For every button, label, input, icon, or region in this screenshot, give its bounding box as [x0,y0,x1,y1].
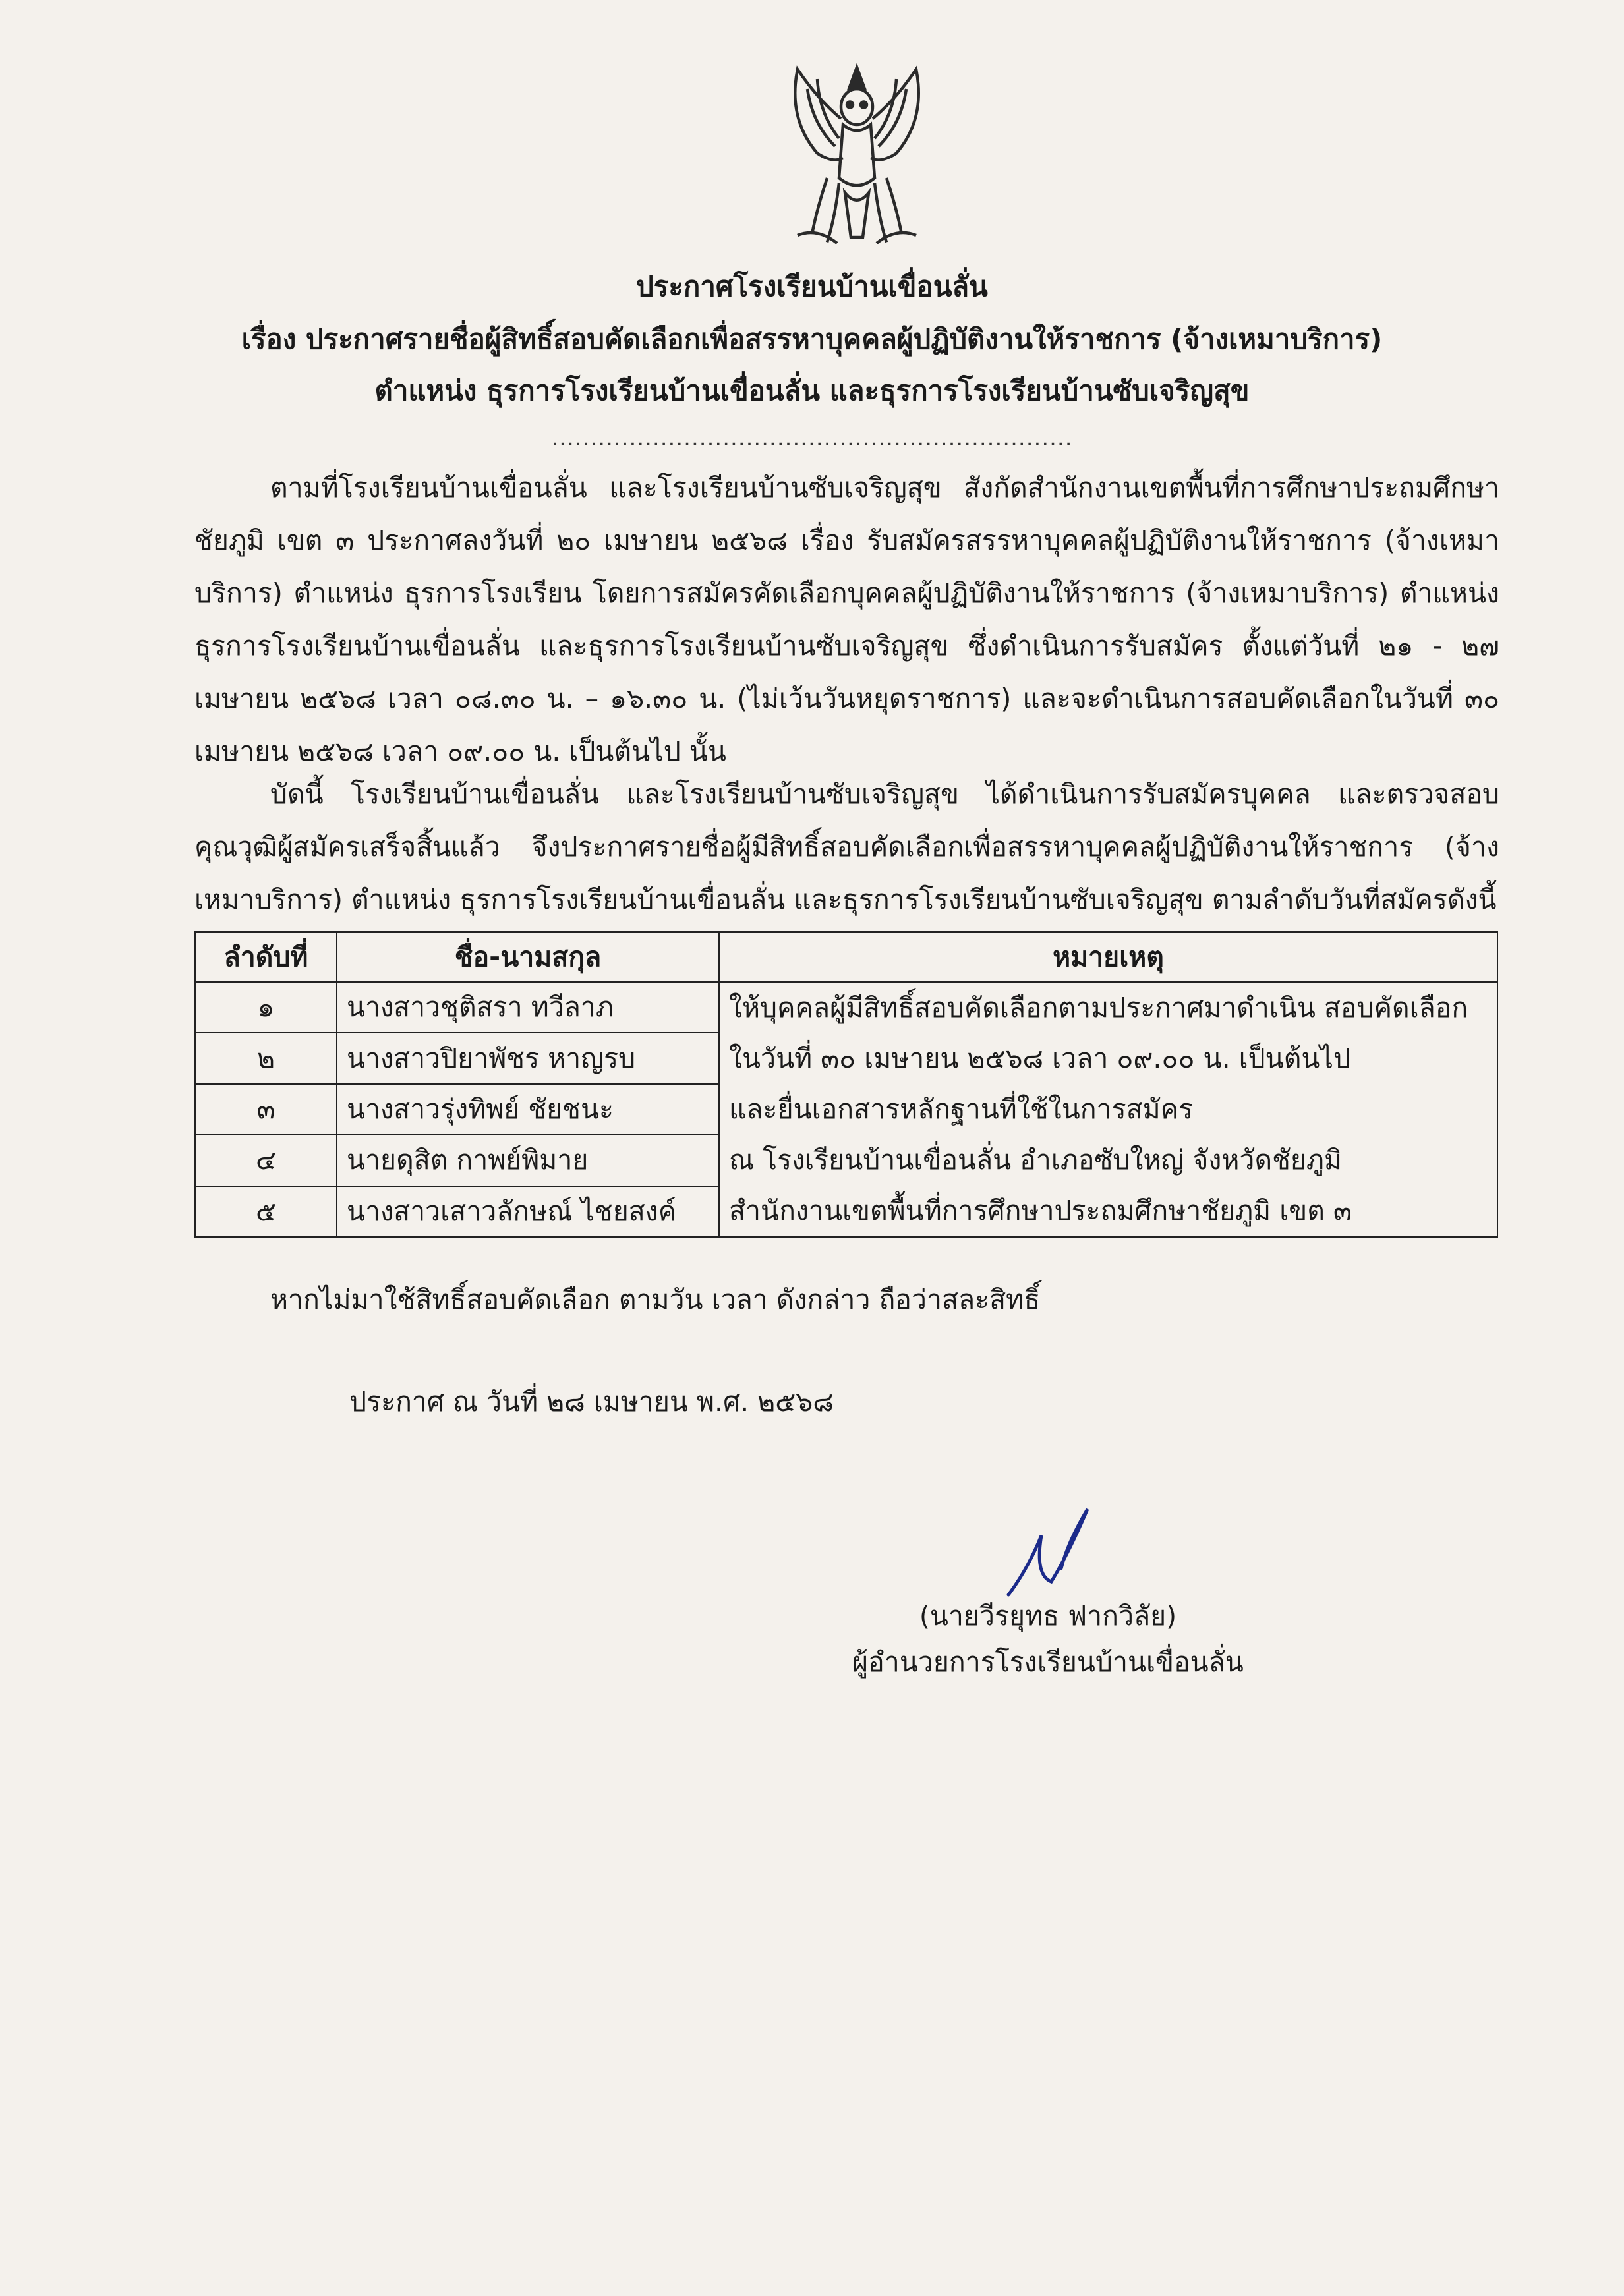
table-row [195,982,1497,1033]
row-number: ๒ [195,1033,337,1083]
row-name: นางสาวรุ่งทิพย์ ชัยชนะ [337,1084,719,1135]
row-name: นางสาวเสาวลักษณ์ ไชยสงค์ [337,1186,719,1237]
header-remark: หมายเหตุ [719,932,1497,982]
garuda-emblem-icon [758,59,956,257]
row-number: ๕ [195,1186,337,1237]
remark-line: สำนักงานเขตพื้นที่การศึกษาประถมศึกษาชัยภูมิ เขต ๓ [729,1195,1352,1226]
row-number: ๓ [195,1084,337,1135]
signer-title: ผู้อำนวยการโรงเรียนบ้านเขื่อนลั่น [852,1646,1244,1678]
remark-line: ในวันที่ ๓๐ เมษายน ๒๕๖๘ เวลา ๐๙.๐๐ น. เป็นต้นไป [729,1043,1350,1074]
row-name: นางสาวปิยาพัชร หาญรบ [337,1033,719,1083]
body-paragraph-2: บัดนี้ โรงเรียนบ้านเขื่อนลั่น และโรงเรียนบ้านซับเจริญสุข ได้ดำเนินการรับสมัครบุคคล และตรวจสอบคุณวุฒิผู้สมัครเสร็จสิ้นแล้ว จึงประกาศรายชื่อผู้มีสิทธิ์สอบคัดเลือกเพื่อสรรหาบุคคลผู้ปฏิบัติงานให้ราชการ (จ้างเหมาบริการ) ตำแหน่ง ธุรการโรงเรียนบ้านเขื่อนลั่น และธุรการโรงเรียนบ้านซับเจริญสุข ตามลำดับวันที่สมัครดังนี้ [194,778,1499,915]
candidate-table [194,931,1498,1238]
announcement-subject: เรื่อง ประกาศรายชื่อผู้สิทธิ์สอบคัดเลือกเพื่อสรรหาบุคคลผู้ปฏิบัติงานให้ราชการ (จ้างเหมาบริการ) [241,323,1383,355]
signer-name: (นายวีรยุทธ ฟากวิลัย) [919,1600,1177,1632]
announcement-date: ประกาศ ณ วันที่ ๒๘ เมษายน พ.ศ. ๒๕๖๘ [349,1386,834,1418]
announcement-title: ประกาศโรงเรียนบ้านเขื่อนลั่น [636,270,988,302]
dotted-separator: ................................................................... [551,425,1073,451]
remark-line: ให้บุคคลผู้มีสิทธิ์สอบคัดเลือกตามประกาศมาดำเนิน สอบคัดเลือก [729,992,1468,1023]
header-name: ชื่อ-นามสกุล [337,932,719,982]
row-name: นางสาวชุติสรา ทวีลาภ [337,982,719,1033]
remark-line: ณ โรงเรียนบ้านเขื่อนลั่น อำเภอซับใหญ่ จังหวัดชัยภูมิ [729,1144,1342,1176]
announcement-position: ตำแหน่ง ธุรการโรงเรียนบ้านเขื่อนลั่น และธุรการโรงเรียนบ้านซับเจริญสุข [374,374,1250,407]
closing-statement: หากไม่มาใช้สิทธิ์สอบคัดเลือก ตามวัน เวลา ดังกล่าว ถือว่าสละสิทธิ์ [270,1284,1041,1315]
table-header-row [195,932,1497,982]
body-paragraph-1: ตามที่โรงเรียนบ้านเขื่อนลั่น และโรงเรียนบ้านซับเจริญสุข สังกัดสำนักงานเขตพื้นที่การศึกษาประถมศึกษาชัยภูมิ เขต ๓ ประกาศลงวันที่ ๒๐ เมษายน ๒๕๖๘ เรื่อง รับสมัครสรรหาบุคคลผู้ปฏิบัติงานให้ราชการ (จ้างเหมาบริการ) ตำแหน่ง ธุรการโรงเรียน โดยการสมัครคัดเลือกบุคคลผู้ปฏิบัติงานให้ราชการ (จ้างเหมาบริการ) ตำแหน่ง ธุรการโรงเรียนบ้านเขื่อนลั่น และธุรการโรงเรียนบ้านซับเจริญสุข ซึ่งดำเนินการรับสมัคร ตั้งแต่วันที่ ๒๑ - ๒๗ เมษายน ๒๕๖๘ เวลา ๐๘.๓๐ น. – ๑๖.๓๐ น. (ไม่เว้นวันหยุดราชการ) และจะดำเนินการสอบคัดเลือกในวันที่ ๓๐ เมษายน ๒๕๖๘ เวลา ๐๙.๐๐ น. เป็นต้นไป นั้น [194,472,1499,767]
row-number: ๔ [195,1135,337,1186]
row-number: ๑ [195,982,337,1033]
remark-cell [719,982,1497,1237]
row-name: นายดุสิต กาพย์พิมาย [337,1135,719,1186]
signature-icon [989,1496,1120,1608]
header-order: ลำดับที่ [195,932,337,982]
remark-line: และยื่นเอกสารหลักฐานที่ใช้ในการสมัคร [729,1093,1194,1125]
